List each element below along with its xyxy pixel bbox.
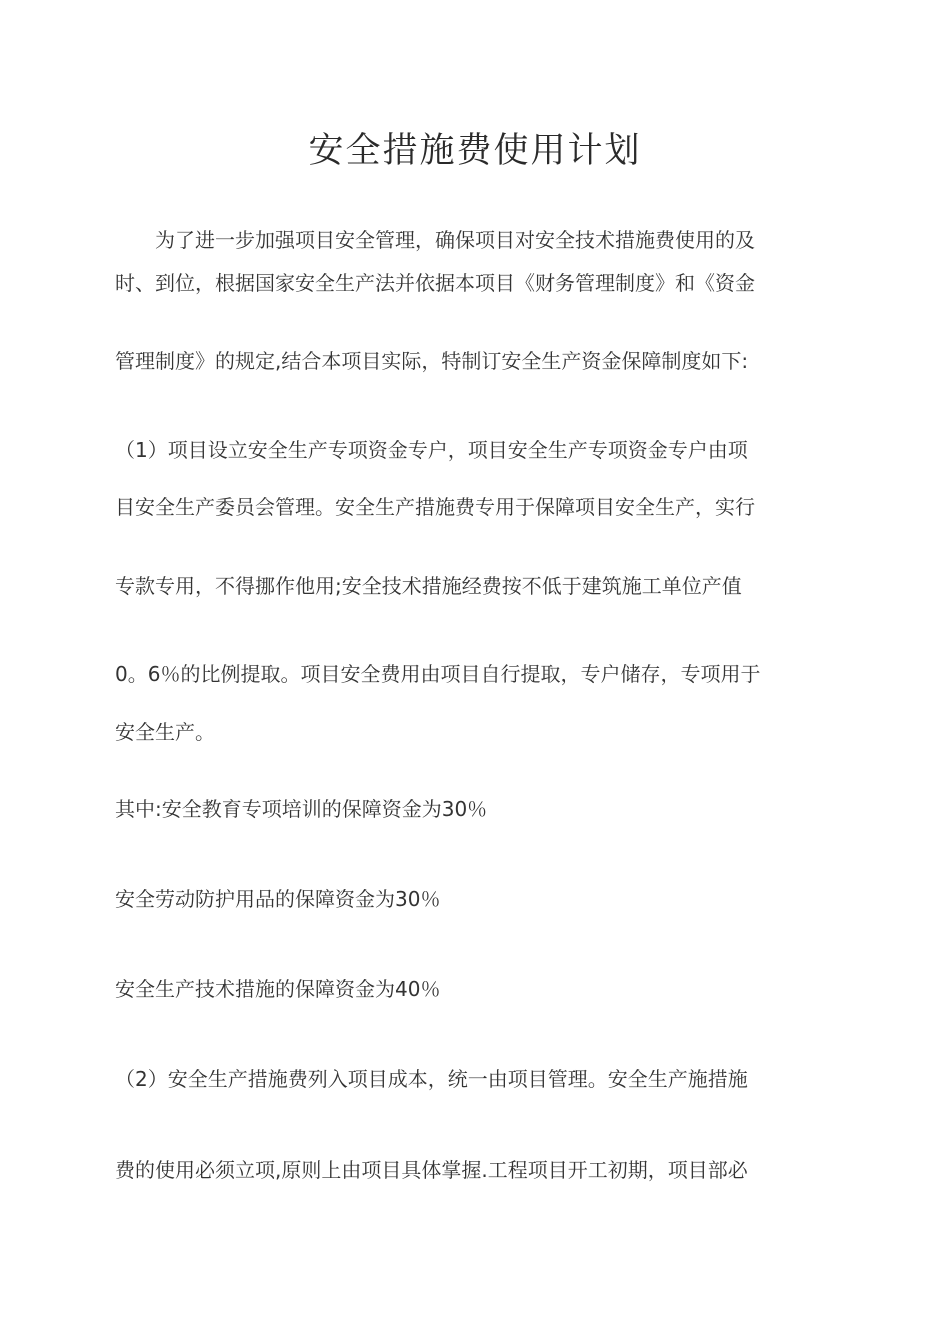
paragraph-line: 目安全生产委员会管理。安全生产措施费专用于保障项目安全生产，实行 xyxy=(115,495,755,519)
paragraph-line: （1）项目设立安全生产专项资金专户，项目安全生产专项资金专户由项 xyxy=(115,438,748,462)
paragraph-line: （2）安全生产措施费列入项目成本，统一由项目管理。安全生产施措施 xyxy=(115,1067,748,1091)
list-item: 其中:安全教育专项培训的保障资金为30％ xyxy=(115,797,488,821)
paragraph-line: 费的使用必须立项,原则上由项目具体掌握.工程项目开工初期，项目部必 xyxy=(115,1158,748,1182)
paragraph-line: 管理制度》的规定,结合本项目实际，特制订安全生产资金保障制度如下: xyxy=(115,349,749,373)
paragraph-line: 时、到位，根据国家安全生产法并依据本项目《财务管理制度》和《资金 xyxy=(115,271,755,295)
list-item: 安全劳动防护用品的保障资金为30％ xyxy=(115,887,441,911)
document-title: 安全措施费使用计划 xyxy=(308,131,642,171)
paragraph-line: 专款专用，不得挪作他用;安全技术措施经费按不低于建筑施工单位产值 xyxy=(115,574,742,598)
paragraph-line: 0。6％的比例提取。项目安全费用由项目自行提取，专户储存，专项用于 xyxy=(115,662,761,686)
paragraph-line: 安全生产。 xyxy=(115,720,215,744)
paragraph-line: 为了进一步加强项目安全管理，确保项目对安全技术措施费使用的及 xyxy=(115,228,755,252)
list-item: 安全生产技术措施的保障资金为40％ xyxy=(115,977,441,1001)
